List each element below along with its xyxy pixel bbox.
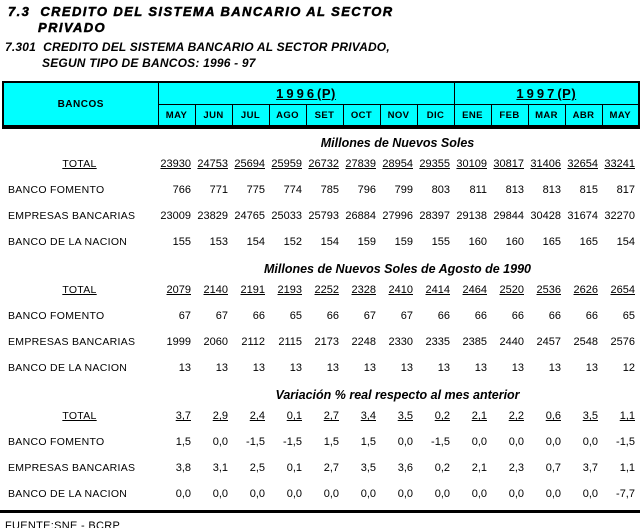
cell-value: 1,5 bbox=[360, 436, 376, 448]
cell-value: 0,0 bbox=[508, 436, 524, 448]
section-heading: Millones de Nuevos Soles de Agosto de 1990 bbox=[264, 262, 531, 276]
year-1996-label: 1996 bbox=[276, 86, 318, 101]
cell-value: 2626 bbox=[573, 284, 598, 296]
row-label: BANCO DE LA NACION bbox=[8, 362, 128, 374]
cell-value: 2079 bbox=[166, 284, 191, 296]
cell-value: 23829 bbox=[197, 210, 228, 222]
row-label: BANCO DE LA NACION bbox=[8, 488, 128, 500]
source-note: FUENTE:SNE - BCRP bbox=[5, 520, 121, 528]
table-title-line2: SEGUN TIPO DE BANCOS: 1996 - 97 bbox=[42, 56, 256, 70]
cell-value: 67 bbox=[400, 310, 413, 322]
cell-value: 23009 bbox=[160, 210, 191, 222]
cell-value: 2330 bbox=[388, 336, 413, 348]
cell-value: 67 bbox=[215, 310, 228, 322]
month-header-1996-jun: JUN bbox=[195, 105, 232, 128]
cell-value: 29138 bbox=[456, 210, 487, 222]
cell-value: 1,5 bbox=[323, 436, 339, 448]
cell-value: 26884 bbox=[345, 210, 376, 222]
cell-value: 2576 bbox=[610, 336, 635, 348]
cell-value: 23930 bbox=[160, 158, 191, 170]
cell-value: 2548 bbox=[573, 336, 598, 348]
month-header-1996-nov: NOV bbox=[380, 105, 417, 128]
cell-value: 813 bbox=[542, 184, 561, 196]
cell-value: 2414 bbox=[425, 284, 450, 296]
cell-value: 0,0 bbox=[582, 488, 598, 500]
cell-value: 3,5 bbox=[582, 410, 598, 422]
table-row-banco-de-la-nacion bbox=[2, 229, 640, 255]
cell-value: 65 bbox=[289, 310, 302, 322]
cell-value: 2193 bbox=[277, 284, 302, 296]
cell-value: 785 bbox=[320, 184, 339, 196]
cell-value: 2,4 bbox=[249, 410, 265, 422]
month-header-1997-feb: FEB bbox=[491, 105, 528, 128]
cell-value: 0,0 bbox=[582, 436, 598, 448]
cell-value: 771 bbox=[209, 184, 228, 196]
table-row-banco-fomento bbox=[2, 303, 640, 329]
cell-value: 2060 bbox=[203, 336, 228, 348]
table-row-banco-fomento bbox=[2, 177, 640, 203]
cell-value: 815 bbox=[579, 184, 598, 196]
chapter-number: 7.3 bbox=[8, 4, 31, 19]
table-row-empresas-bancarias bbox=[2, 455, 640, 481]
cell-value: 0,0 bbox=[286, 488, 302, 500]
cell-value: 13 bbox=[585, 362, 598, 374]
cell-value: 13 bbox=[400, 362, 413, 374]
row-label: BANCO FOMENTO bbox=[8, 436, 105, 448]
cell-value: 803 bbox=[431, 184, 450, 196]
cell-value: 30817 bbox=[493, 158, 524, 170]
cell-value: 2115 bbox=[278, 336, 302, 348]
table-title-text: CREDITO DEL SISTEMA BANCARIO AL SECTOR PRIVADO, bbox=[43, 40, 390, 54]
cell-value: 154 bbox=[246, 236, 265, 248]
cell-value: 0,0 bbox=[397, 488, 413, 500]
cell-value: 31406 bbox=[530, 158, 561, 170]
cell-value: 160 bbox=[505, 236, 524, 248]
bancos-column-header: BANCOS bbox=[3, 82, 158, 127]
cell-value: -1,5 bbox=[616, 436, 635, 448]
row-label: BANCO FOMENTO bbox=[8, 184, 105, 196]
cell-value: 2112 bbox=[241, 336, 265, 348]
cell-value: 796 bbox=[357, 184, 376, 196]
cell-value: 0,2 bbox=[434, 462, 450, 474]
cell-value: 811 bbox=[469, 184, 487, 196]
cell-value: 0,0 bbox=[508, 488, 524, 500]
data-sections bbox=[0, 135, 640, 507]
cell-value: 2248 bbox=[351, 336, 376, 348]
cell-value: 0,0 bbox=[471, 488, 487, 500]
cell-value: 24765 bbox=[234, 210, 265, 222]
row-label: EMPRESAS BANCARIAS bbox=[8, 336, 136, 348]
cell-value: 2410 bbox=[388, 284, 413, 296]
year-1997-label: 1997 bbox=[516, 86, 558, 101]
month-header-1997-abr: ABR bbox=[565, 105, 602, 128]
cell-value: 66 bbox=[548, 310, 561, 322]
cell-value: 13 bbox=[326, 362, 339, 374]
cell-value: 3,7 bbox=[175, 410, 191, 422]
cell-value: 32270 bbox=[604, 210, 635, 222]
row-label: EMPRESAS BANCARIAS bbox=[8, 210, 136, 222]
cell-value: 2191 bbox=[240, 284, 265, 296]
cell-value: 165 bbox=[542, 236, 561, 248]
cell-value: 799 bbox=[394, 184, 413, 196]
table-row-banco-de-la-nacion bbox=[2, 481, 640, 507]
cell-value: 66 bbox=[474, 310, 487, 322]
cell-value: 2457 bbox=[536, 336, 561, 348]
cell-value: 774 bbox=[283, 184, 302, 196]
cell-value: 2440 bbox=[499, 336, 524, 348]
cell-value: 2173 bbox=[314, 336, 339, 348]
cell-value: 160 bbox=[468, 236, 487, 248]
cell-value: 65 bbox=[622, 310, 635, 322]
cell-value: 28954 bbox=[382, 158, 413, 170]
cell-value: 766 bbox=[172, 184, 191, 196]
table-row-empresas-bancarias bbox=[2, 203, 640, 229]
section-1 bbox=[0, 135, 640, 255]
month-header-1996-may: MAY bbox=[158, 105, 195, 128]
cell-value: 24753 bbox=[197, 158, 228, 170]
cell-value: -7,7 bbox=[616, 488, 635, 500]
month-header-1996-oct: OCT bbox=[343, 105, 380, 128]
cell-value: 155 bbox=[431, 236, 450, 248]
cell-value: 0,0 bbox=[545, 436, 561, 448]
cell-value: 13 bbox=[363, 362, 376, 374]
cell-value: 2,1 bbox=[471, 462, 487, 474]
row-label: TOTAL bbox=[62, 410, 97, 422]
year-1996-header bbox=[158, 82, 454, 105]
cell-value: 0,7 bbox=[545, 462, 561, 474]
cell-value: 2252 bbox=[314, 284, 339, 296]
year-1997-header bbox=[454, 82, 639, 105]
table-title-line1 bbox=[5, 40, 640, 54]
cell-value: 2536 bbox=[536, 284, 561, 296]
cell-value: 0,0 bbox=[360, 488, 376, 500]
cell-value: 2335 bbox=[425, 336, 450, 348]
cell-value: 1,5 bbox=[175, 436, 191, 448]
cell-value: 13 bbox=[289, 362, 302, 374]
cell-value: 13 bbox=[215, 362, 228, 374]
cell-value: 32654 bbox=[567, 158, 598, 170]
cell-value: 67 bbox=[178, 310, 191, 322]
cell-value: 154 bbox=[320, 236, 339, 248]
cell-value: 3,5 bbox=[360, 462, 376, 474]
cell-value: 26732 bbox=[308, 158, 339, 170]
cell-value: 2520 bbox=[499, 284, 524, 296]
cell-value: 0,2 bbox=[434, 410, 450, 422]
chapter-title-line2: PRIVADO bbox=[38, 20, 107, 35]
cell-value: 3,4 bbox=[360, 410, 376, 422]
cell-value: 13 bbox=[437, 362, 450, 374]
cell-value: 2,9 bbox=[212, 410, 228, 422]
cell-value: 67 bbox=[363, 310, 376, 322]
cell-value: 0,0 bbox=[434, 488, 450, 500]
cell-value: 0,0 bbox=[249, 488, 265, 500]
row-label: TOTAL bbox=[62, 284, 97, 296]
cell-value: 30109 bbox=[456, 158, 487, 170]
cell-value: -1,5 bbox=[283, 436, 302, 448]
cell-value: 2385 bbox=[462, 336, 487, 348]
cell-value: -1,5 bbox=[246, 436, 265, 448]
cell-value: 2464 bbox=[462, 284, 487, 296]
section-3 bbox=[0, 387, 640, 507]
month-header-1996-set: SET bbox=[306, 105, 343, 128]
table-row-banco-fomento bbox=[2, 429, 640, 455]
year-1996-marker: (P) bbox=[317, 86, 336, 101]
table-row-banco-de-la-nacion bbox=[2, 355, 640, 381]
cell-value: 30428 bbox=[530, 210, 561, 222]
table-row-total bbox=[2, 277, 640, 303]
cell-value: 2,7 bbox=[323, 462, 339, 474]
cell-value: 13 bbox=[511, 362, 524, 374]
cell-value: 0,0 bbox=[212, 436, 228, 448]
cell-value: 66 bbox=[437, 310, 450, 322]
cell-value: 165 bbox=[579, 236, 598, 248]
cell-value: 0,6 bbox=[545, 410, 561, 422]
year-1997-marker: (P) bbox=[557, 86, 577, 101]
cell-value: 12 bbox=[622, 362, 635, 374]
row-label: EMPRESAS BANCARIAS bbox=[8, 462, 136, 474]
cell-value: 2328 bbox=[351, 284, 376, 296]
cell-value: -1,5 bbox=[431, 436, 450, 448]
cell-value: 0,0 bbox=[397, 436, 413, 448]
cell-value: 3,1 bbox=[212, 462, 228, 474]
cell-value: 1999 bbox=[166, 336, 191, 348]
month-header-1996-jul: JUL bbox=[232, 105, 269, 128]
table-row-empresas-bancarias bbox=[2, 329, 640, 355]
table-row-total bbox=[2, 151, 640, 177]
column-header-table bbox=[2, 81, 640, 129]
cell-value: 817 bbox=[616, 184, 635, 196]
cell-value: 33241 bbox=[604, 158, 635, 170]
cell-value: 0,0 bbox=[471, 436, 487, 448]
cell-value: 0,0 bbox=[323, 488, 339, 500]
cell-value: 0,1 bbox=[286, 462, 302, 474]
cell-value: 66 bbox=[326, 310, 339, 322]
cell-value: 25033 bbox=[271, 210, 302, 222]
cell-value: 66 bbox=[511, 310, 524, 322]
cell-value: 813 bbox=[505, 184, 524, 196]
cell-value: 775 bbox=[246, 184, 265, 196]
cell-value: 3,8 bbox=[175, 462, 191, 474]
cell-value: 13 bbox=[178, 362, 191, 374]
cell-value: 1,1 bbox=[619, 462, 635, 474]
cell-value: 0,1 bbox=[286, 410, 302, 422]
month-header-1996-dic: DIC bbox=[417, 105, 454, 128]
table-number: 7.301 bbox=[5, 40, 37, 54]
cell-value: 154 bbox=[616, 236, 635, 248]
cell-value: 25793 bbox=[308, 210, 339, 222]
section-heading: Millones de Nuevos Soles bbox=[320, 136, 475, 150]
cell-value: 155 bbox=[172, 236, 191, 248]
table-row-total bbox=[2, 403, 640, 429]
chapter-title-line1 bbox=[8, 4, 640, 19]
cell-value: 159 bbox=[394, 236, 413, 248]
month-header-1997-mar: MAR bbox=[528, 105, 565, 128]
row-label: BANCO DE LA NACION bbox=[8, 236, 128, 248]
cell-value: 2,7 bbox=[323, 410, 339, 422]
cell-value: 153 bbox=[209, 236, 228, 248]
month-header-1997-ene: ENE bbox=[454, 105, 491, 128]
cell-value: 0,0 bbox=[175, 488, 191, 500]
cell-value: 25959 bbox=[271, 158, 302, 170]
cell-value: 25694 bbox=[234, 158, 265, 170]
cell-value: 2,5 bbox=[249, 462, 265, 474]
cell-value: 27839 bbox=[345, 158, 376, 170]
cell-value: 3,5 bbox=[397, 410, 413, 422]
cell-value: 66 bbox=[252, 310, 265, 322]
cell-value: 13 bbox=[474, 362, 487, 374]
cell-value: 0,0 bbox=[212, 488, 228, 500]
cell-value: 0,0 bbox=[545, 488, 561, 500]
cell-value: 13 bbox=[252, 362, 265, 374]
cell-value: 2654 bbox=[610, 284, 635, 296]
cell-value: 29844 bbox=[493, 210, 524, 222]
cell-value: 13 bbox=[548, 362, 561, 374]
cell-value: 1,1 bbox=[619, 410, 635, 422]
cell-value: 3,6 bbox=[397, 462, 413, 474]
cell-value: 2,3 bbox=[508, 462, 524, 474]
cell-value: 159 bbox=[357, 236, 376, 248]
cell-value: 31674 bbox=[567, 210, 598, 222]
cell-value: 152 bbox=[283, 236, 302, 248]
section-2 bbox=[0, 261, 640, 381]
month-header-1997-may: MAY bbox=[602, 105, 639, 128]
cell-value: 66 bbox=[585, 310, 598, 322]
section-heading: Variación % real respecto al mes anterior bbox=[275, 388, 520, 402]
cell-value: 2,2 bbox=[508, 410, 524, 422]
chapter-title-text: CREDITO DEL SISTEMA BANCARIO AL SECTOR bbox=[40, 4, 394, 19]
cell-value: 2140 bbox=[203, 284, 228, 296]
row-label: TOTAL bbox=[62, 158, 97, 170]
cell-value: 2,1 bbox=[471, 410, 487, 422]
cell-value: 28397 bbox=[419, 210, 450, 222]
cell-value: 29355 bbox=[419, 158, 450, 170]
cell-value: 3,7 bbox=[582, 462, 598, 474]
bottom-rule bbox=[0, 510, 640, 513]
cell-value: 27996 bbox=[382, 210, 413, 222]
month-header-1996-ago: AGO bbox=[269, 105, 306, 128]
row-label: BANCO FOMENTO bbox=[8, 310, 105, 322]
